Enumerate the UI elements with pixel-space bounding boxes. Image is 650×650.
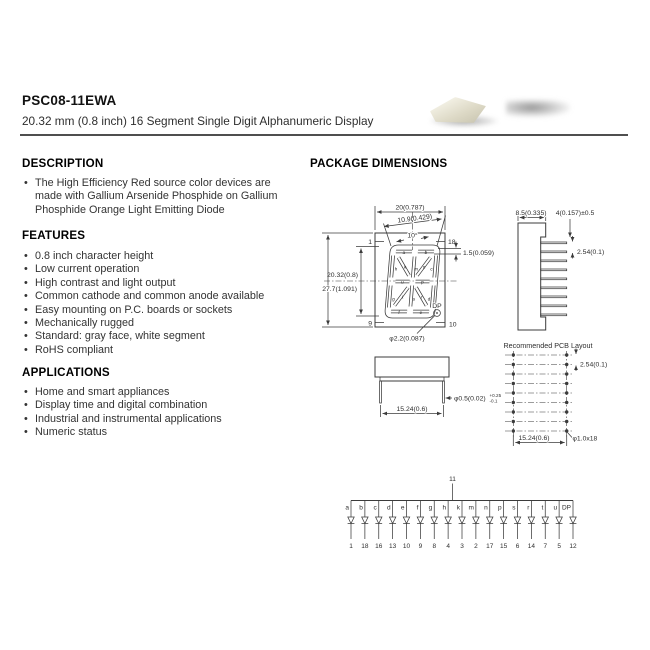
dim-pin-tol-plus: +0.25 [489, 393, 502, 398]
segment-name: n [484, 504, 488, 512]
diode-symbol [431, 517, 437, 524]
segment-name: h [442, 504, 447, 512]
pin-number: 14 [527, 543, 535, 550]
diode-symbol [500, 517, 506, 524]
segment-name: p [498, 504, 502, 512]
schematic-branch-k [457, 501, 466, 551]
dim-dp-diameter: φ2.2(0.087) [389, 335, 425, 343]
face-segment-label: p [420, 279, 424, 285]
segment-name: f [416, 504, 419, 512]
schematic-branch-e [401, 501, 411, 551]
bottom-view-drawing [375, 357, 502, 417]
part-number: PSC08-11EWA [22, 93, 117, 108]
schematic-branch-d [387, 501, 397, 551]
diode-symbol [556, 517, 562, 524]
face-segment-label: a [402, 250, 406, 255]
dim-pcb-hole: φ1.0x18 [572, 435, 598, 443]
bottom-pin-right [443, 381, 445, 403]
side-pin [541, 269, 567, 271]
face-segment-label: u [400, 279, 404, 285]
dim-pin-length: 4(0.157)±0.5 [555, 210, 595, 217]
pin-number: 16 [375, 543, 383, 550]
diode-symbol [459, 517, 465, 524]
diode-symbol [417, 517, 423, 524]
segment-name: a [345, 504, 349, 512]
side-view-drawing [516, 210, 605, 330]
section-heading-features: FEATURES [22, 229, 86, 242]
dim-body-depth: 8.5(0.335) [515, 210, 547, 217]
bullet-item: • Display time and digital combination [22, 399, 312, 412]
pin-9-label: 9 [368, 320, 372, 328]
page-subtitle: 20.32 mm (0.8 inch) 16 Segment Single Digit Alphanumeric Display [22, 114, 374, 128]
side-pin [541, 305, 567, 307]
side-pin [541, 242, 567, 244]
bottom-pin-left [380, 381, 382, 403]
pin-number: 12 [569, 543, 577, 550]
dim-char-height: 20.32(0.8) [327, 272, 358, 279]
dim-pcb-row-spacing: 15.24(0.6) [518, 435, 550, 442]
bullet-item: • Common cathode and common anode available [22, 290, 312, 303]
segment-name: e [400, 504, 405, 512]
schematic-branch-DP [562, 501, 577, 551]
segment-name: c [373, 504, 377, 512]
segment-name: u [553, 504, 558, 512]
face-segment-label: f [398, 310, 400, 315]
diode-symbol [542, 517, 548, 524]
schematic-branch-s [512, 501, 521, 551]
segment-name: b [359, 504, 363, 512]
pin-number: 15 [500, 543, 508, 550]
segment-name: t [541, 504, 544, 512]
pin-number: 6 [515, 543, 520, 550]
schematic-branch-t [541, 501, 548, 551]
pcb-layout-drawing [503, 341, 607, 446]
face-segment-label: r [420, 294, 423, 300]
face-segment-label: t [401, 294, 404, 300]
side-pin [541, 287, 567, 289]
bullet-item: • Home and smart appliances [22, 386, 312, 399]
schematic-branch-g [429, 501, 438, 551]
face-segment-label: s [412, 296, 416, 302]
diode-symbol [362, 517, 368, 524]
dim-pin-row-spacing: 15.24(0.6) [396, 406, 428, 413]
schematic-branch-a [345, 501, 354, 551]
schematic-branch-f [417, 501, 424, 551]
face-segment-label: e [419, 310, 423, 315]
segment-name: s [512, 504, 516, 512]
bullet-item: • 0.8 inch character height [22, 250, 312, 263]
diode-symbol [403, 517, 409, 524]
segment-name: g [428, 504, 433, 512]
section-heading-description: DESCRIPTION [22, 157, 104, 170]
pin-number: 17 [486, 543, 494, 550]
dim-pin-diameter: φ0.5(0.02) [454, 395, 486, 403]
schematic-branch-m [468, 501, 479, 551]
pin-18-label: 18 [448, 239, 456, 246]
schematic-branch-h [443, 501, 452, 551]
dim-front-width: 20(0.787) [395, 204, 425, 212]
schematic-branch-c [374, 501, 383, 551]
dim-front-top-width: 10.9(0.429) [397, 213, 433, 225]
bullet-item: • RoHS compliant [22, 344, 312, 357]
face-segment-label: d [427, 296, 431, 302]
bullet-item: • Standard: gray face, white segment [22, 330, 312, 343]
common-pin-label: 11 [449, 476, 456, 483]
bullet-item: • High contrast and light output [22, 277, 312, 290]
schematic-branch-b [359, 501, 369, 551]
diode-symbol [514, 517, 520, 524]
diode-symbol [528, 517, 534, 524]
dim-segment-width: 1.5(0.059) [463, 250, 494, 257]
dp-label: DP [432, 303, 442, 310]
front-view-drawing [322, 205, 494, 343]
section-heading-applications: APPLICATIONS [22, 366, 110, 379]
diode-symbol [473, 517, 479, 524]
bullet-item: • Mechanically rugged [22, 317, 312, 330]
segment-name: d [387, 504, 391, 512]
schematic-branch-p [498, 501, 508, 551]
diode-symbol [348, 517, 354, 524]
pin-number: 7 [543, 543, 548, 550]
pin-number: 4 [446, 543, 450, 550]
side-pin [541, 314, 567, 316]
schematic-branch-r [527, 501, 535, 551]
diode-symbol [389, 517, 395, 524]
diode-symbol [570, 517, 576, 524]
side-pin [541, 278, 567, 280]
schematic-branch-n [484, 501, 494, 551]
diode-symbol [487, 517, 493, 524]
bullet-item: • The High Efficiency Red source color devices are made with Gallium Arsenide Phosphide on Gallium Phosphide Orange Light Emitting Diode [22, 177, 297, 217]
dim-pcb-pitch: 2.54(0.1) [580, 361, 608, 369]
dim-pin-tol-minus: -0.1 [489, 398, 498, 404]
side-pin [541, 296, 567, 298]
bullet-item: • Low current operation [22, 263, 312, 276]
side-pin [541, 251, 567, 253]
dim-overall-height: 27.7(1.091) [322, 286, 357, 293]
pin-number: 3 [460, 543, 464, 550]
pin-number: 2 [474, 543, 478, 550]
pin-number: 1 [349, 543, 353, 550]
pin-number: 9 [418, 543, 423, 550]
side-pin [541, 260, 567, 262]
internal-circuit-schematic [345, 476, 577, 550]
pin-10-label: 10 [449, 321, 457, 329]
section-heading-package-dimensions: PACKAGE DIMENSIONS [310, 157, 448, 170]
dim-tilt-angle: 10° [407, 232, 418, 240]
diode-symbol [445, 517, 451, 524]
pin-number: 13 [389, 543, 397, 550]
segment-name: m [468, 504, 474, 512]
bullet-item: • Easy mounting on P.C. boards or sockets [22, 304, 312, 317]
segment-name: k [456, 504, 460, 512]
face-segment-label: n [422, 264, 426, 270]
segment-name: r [527, 504, 530, 512]
diode-symbol [376, 517, 382, 524]
pin-number: 8 [432, 543, 437, 550]
segment-name: DP [561, 504, 571, 512]
pin-number: 18 [361, 543, 369, 550]
dim-pin-pitch-side: 2.54(0.1) [577, 249, 605, 256]
pin-number: 5 [557, 543, 561, 550]
face-segment-label: m [413, 266, 419, 272]
pin-number: 10 [402, 543, 411, 550]
pin-1-label: 1 [368, 239, 372, 246]
face-segment-label: h [394, 266, 398, 272]
pcb-layout-title: Recommended PCB Layout [503, 341, 593, 350]
bullet-item: • Numeric status [22, 426, 312, 439]
bullet-item: • Industrial and instrumental applications [22, 413, 312, 426]
face-segment-label: k [403, 264, 407, 270]
face-segment-label: g [392, 296, 396, 302]
face-segment-label: c [430, 266, 433, 272]
face-segment-label: b [424, 250, 428, 255]
